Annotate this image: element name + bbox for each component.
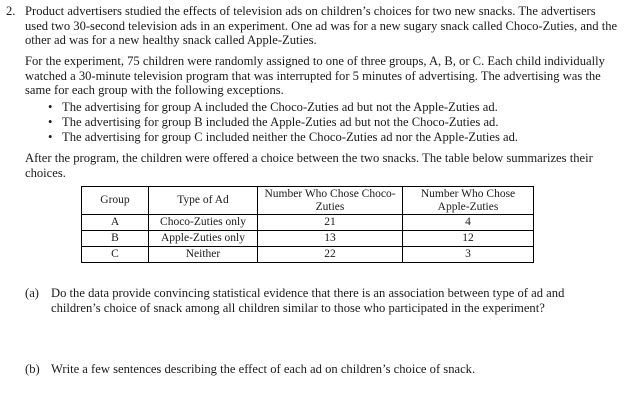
setup-paragraph: For the experiment, 75 children were randomly assigned to one of three groups, A, B, or C. Each child individually watched a 30-minute television program that was interrupted for 5 minutes of advertising. The advertising was the same for each group with the following exceptions. <box>25 54 605 98</box>
header-apple-zuties: Number Who Chose Apple-Zuties <box>403 187 534 215</box>
part-a <box>25 286 615 315</box>
header-type-of-ad: Type of Ad <box>149 187 258 215</box>
cell-choco-count: 13 <box>258 231 403 247</box>
cell-group: A <box>82 215 149 231</box>
cell-choco-count: 22 <box>258 247 403 263</box>
table-row <box>82 231 534 247</box>
header-group: Group <box>82 187 149 215</box>
intro-paragraph: Product advertisers studied the effects of television ads on children’s choices for two new snacks. The advertisers used two 30-second television ads in an experiment. One ad was for a new sugary snack called Choco-Zuties, and the other ad was for a new healthy snack called Apple-Zuties. <box>25 4 618 48</box>
cell-apple-count: 3 <box>403 247 534 263</box>
cell-type-of-ad: Apple-Zuties only <box>149 231 258 247</box>
part-a-text: Do the data provide convincing statistical evidence that there is an association between type of ad and children’s choice of snack among all children similar to those who participated in the experiment? <box>51 286 565 315</box>
cell-group: B <box>82 231 149 247</box>
bullet-group-a: • The advertising for group A included the Choco-Zuties ad but not the Apple-Zuties ad. <box>48 100 618 115</box>
cell-apple-count: 4 <box>403 215 534 231</box>
part-b-text: Write a few sentences describing the effect of each ad on children’s choice of snack. <box>51 362 476 376</box>
after-paragraph: After the program, the children were offered a choice between the two snacks. The table below summarizes their choices. <box>25 151 593 180</box>
header-choco-zuties: Number Who Chose Choco-Zuties <box>258 187 403 215</box>
cell-apple-count: 12 <box>403 231 534 247</box>
table-header-row <box>82 187 534 215</box>
cell-type-of-ad: Neither <box>149 247 258 263</box>
table-row <box>82 247 534 263</box>
bullet-group-c: • The advertising for group C included neither the Choco-Zuties ad nor the Apple-Zuties ad. <box>48 130 618 145</box>
bullet-group-b: • The advertising for group B included the Apple-Zuties ad but not the Choco-Zuties ad. <box>48 115 618 130</box>
part-b-label: (b) <box>25 362 40 376</box>
exceptions-list <box>48 100 618 145</box>
question-number: 2. <box>6 4 16 18</box>
table-row <box>82 215 534 231</box>
results-table <box>81 186 534 263</box>
part-a-label: (a) <box>25 286 39 300</box>
part-b <box>25 362 615 377</box>
cell-group: C <box>82 247 149 263</box>
cell-type-of-ad: Choco-Zuties only <box>149 215 258 231</box>
cell-choco-count: 21 <box>258 215 403 231</box>
